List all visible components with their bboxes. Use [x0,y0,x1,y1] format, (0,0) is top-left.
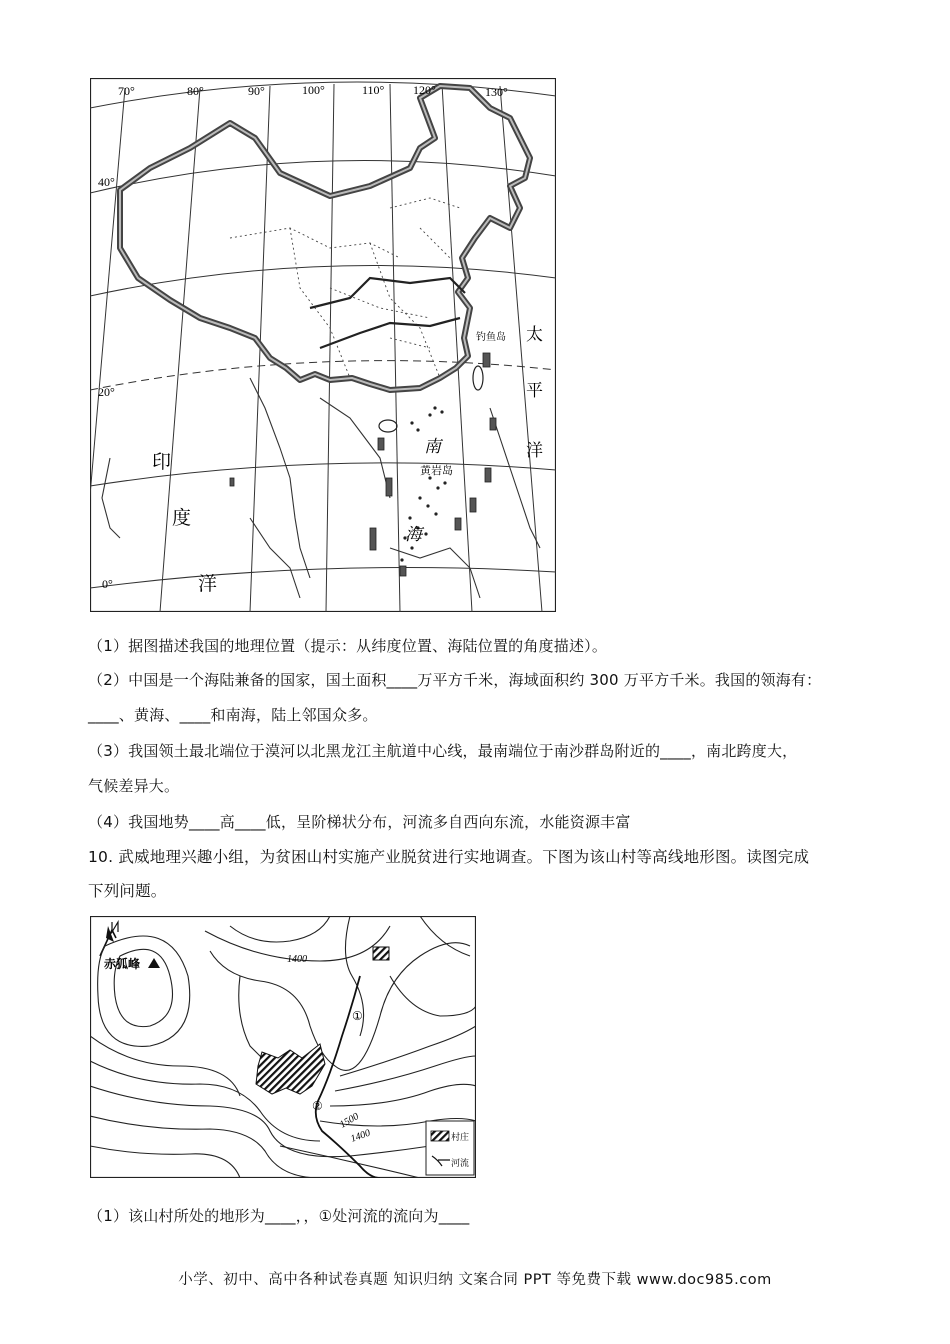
lat-label-0: 0° [102,577,113,591]
peak-label: 赤狐峰 [104,957,141,971]
question-10-line2: 下列问题。 [88,882,167,900]
contour-label-1400-bottom: 1400 [349,1127,372,1145]
label-indian-2: 度 [172,507,192,529]
label-south-sea-2: 海 [405,525,422,545]
lon-label-120: 120° [413,83,436,97]
label-pacific-3: 洋 [526,441,543,461]
point-label-2: ② [312,1099,323,1113]
contour-label-1400-top: 1400 [287,954,307,965]
question-10-1: （1）该山村所处的地形为____，，①处河流的流向为____ [88,1207,470,1225]
lon-label-100: 100° [302,83,325,97]
question-10-line1: 10. 武威地理兴趣小组，为贫困山村实施产业脱贫进行实地调查。下图为该山村等高线地形图。读图完成 [88,848,810,866]
label-indian-1: 印 [152,451,172,473]
question-9-3-line1: （3）我国领土最北端位于漠河以北黑龙江主航道中心线，最南端位于南沙群岛附近的____，南北跨度大， [88,742,798,760]
label-south-sea-1: 南 [424,437,441,457]
china-map-svg [90,78,556,612]
question-9-2-line1: （2）中国是一个海陆兼备的国家，国土面积____万平方千米，海域面积约 300 万平方千米。我国的领海有： [88,671,822,689]
lon-label-130: 130° [485,85,508,99]
label-huangyan: 黄岩岛 [420,464,453,477]
lon-label-110: 110° [362,83,385,97]
village-marker-north [373,947,389,960]
china-map [90,78,556,612]
footer-text: 小学、初中、高中各种试卷真题 知识归纳 文案合同 PPT 等免费下载 www.doc985.com [178,1272,772,1288]
contour-map [90,916,476,1178]
contour-label-1500: 1500 [338,1111,361,1131]
label-pacific-1: 太 [526,325,543,345]
question-9-4: （4）我国地势____高____低，呈阶梯状分布，河流多自西向东流，水能资源丰富 [88,813,631,831]
question-9-1: （1）据图描述我国的地理位置（提示：从纬度位置、海陆位置的角度描述）。 [88,637,608,655]
lon-label-70: 70° [118,84,135,98]
point-label-1: ① [352,1009,363,1023]
contour-map-svg [90,916,476,1178]
question-9-2-line2: ____、黄海、____和南海，陆上邻国众多。 [88,706,378,724]
question-9-3-line2: 气候差异大。 [88,777,180,795]
lat-label-40: 40° [98,175,115,189]
lat-label-20: 20° [98,385,115,399]
label-indian-3: 洋 [198,573,218,595]
label-diaoyu: 钓鱼岛 [476,332,506,343]
legend-river-label: 河流 [451,1159,470,1169]
legend-village-label: 村庄 [451,1133,470,1143]
label-pacific-2: 平 [526,381,543,401]
legend-village-swatch [431,1131,449,1141]
lon-label-80: 80° [187,84,204,98]
lon-label-90: 90° [248,84,265,98]
legend [426,1121,474,1175]
